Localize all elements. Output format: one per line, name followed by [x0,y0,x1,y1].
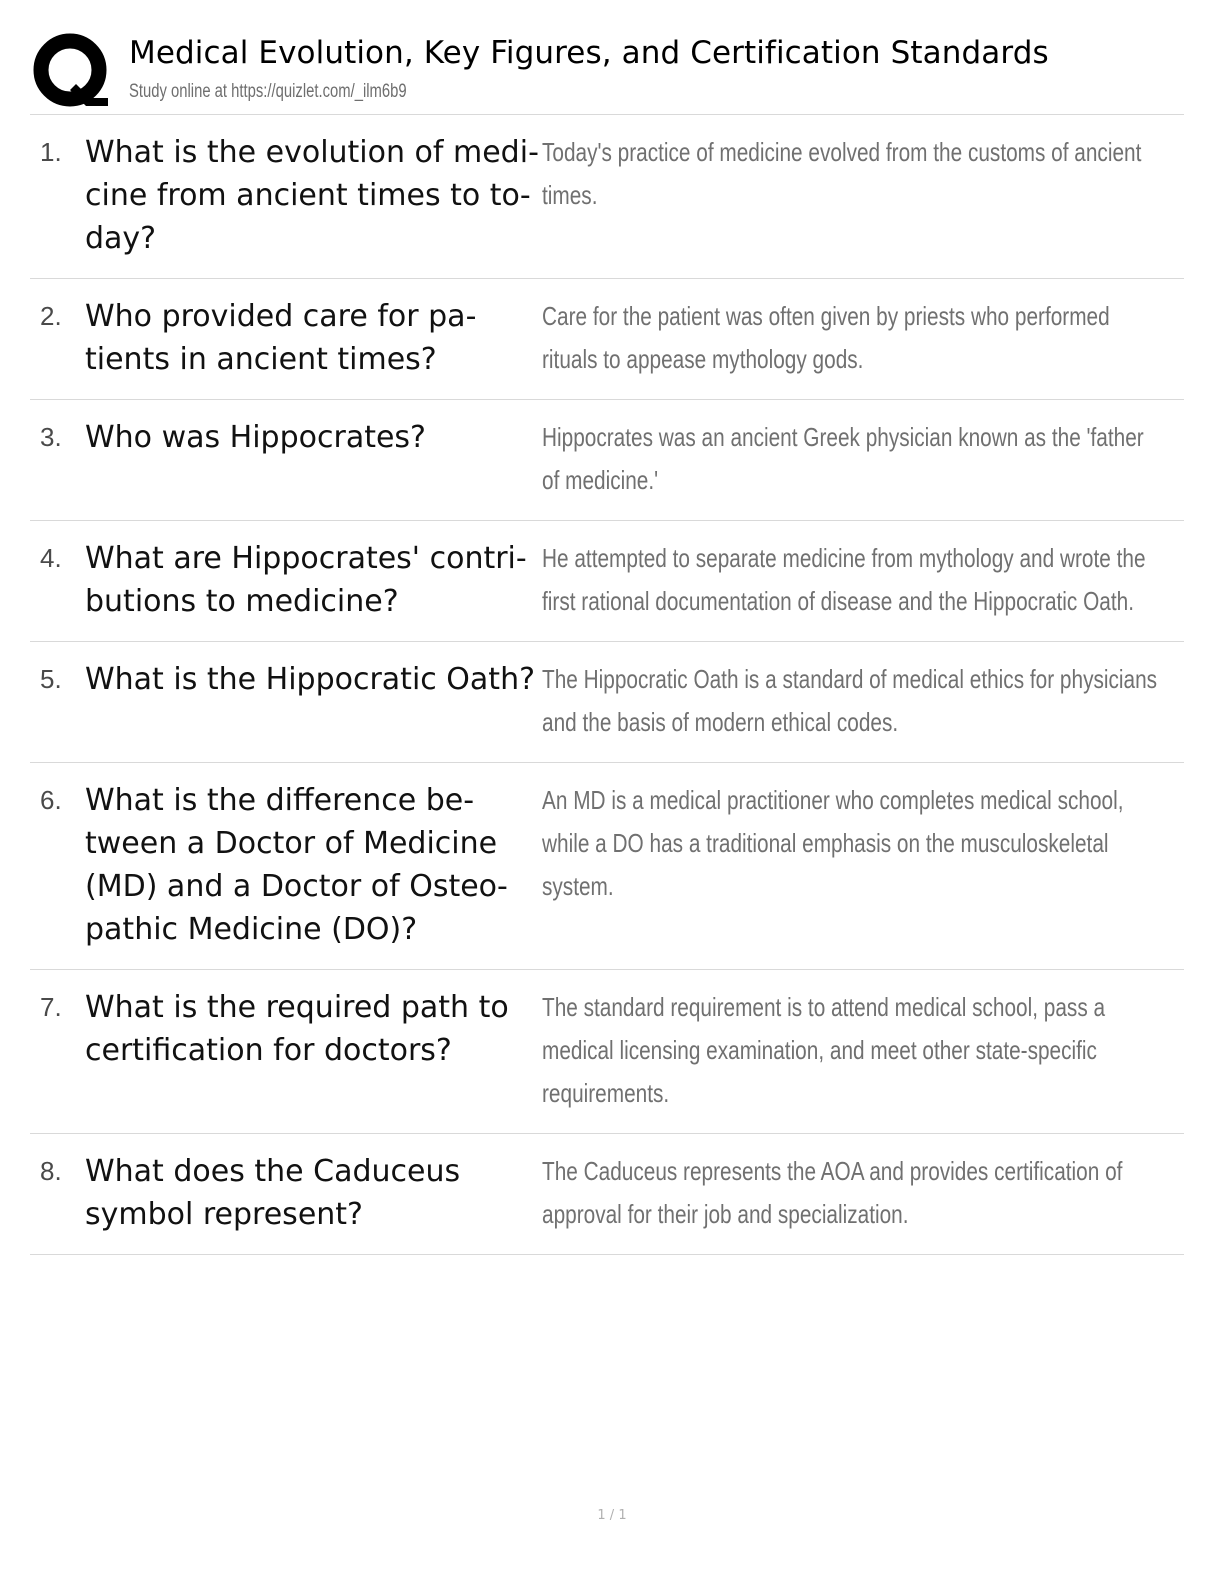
flashcard-row [30,1134,1184,1255]
card-term: Who provided care for patients in ancient times? [85,299,477,377]
card-definition-wrap [542,779,1224,908]
flashcard-row [30,970,1184,1134]
card-definition-wrap [542,295,1224,381]
flashcard-row [30,763,1184,970]
card-definition: Today's practice of medicine evolved from the customs of ancient times. [542,137,1142,210]
card-definition: The Caduceus represents the AOA and provides certification of approval for their job and specialization. [542,1156,1123,1229]
card-term: Who was Hippocrates? [85,420,426,455]
card-definition: The standard requirement is to attend medical school, pass a medical licensing examination, and meet other state-specific requirements. [542,992,1106,1108]
card-term: What is the required path to certification for doctors? [85,990,509,1068]
flashcard-row [30,279,1184,400]
card-definition-wrap [542,416,1224,502]
card-number: 8. [40,1156,62,1186]
card-definition-wrap [542,537,1224,623]
page-title: Medical Evolution, Key Figures, and Certification Standards [129,35,1049,71]
card-term: What are Hippocrates' contributions to medicine? [85,541,527,619]
card-number: 5. [40,664,62,694]
card-number: 2. [40,301,62,331]
card-number: 1. [40,137,62,167]
card-definition: The Hippocratic Oath is a standard of medical ethics for physicians and the basis of modern ethical codes. [542,664,1158,737]
card-definition-wrap [542,131,1224,217]
card-definition: He attempted to separate medicine from mythology and wrote the first rational documentation of disease and the Hippocratic Oath. [542,543,1146,616]
card-definition: Hippocrates was an ancient Greek physician known as the 'father of medicine.' [542,422,1144,495]
card-number: 7. [40,992,62,1022]
card-number: 4. [40,543,62,573]
card-definition: Care for the patient was often given by priests who performed rituals to appease mythology gods. [542,301,1110,374]
flashcard-list [30,115,1184,1255]
card-number: 6. [40,785,62,815]
flashcard-row [30,521,1184,642]
flashcard-row [30,642,1184,763]
card-definition-wrap [542,986,1224,1115]
card-definition-wrap [542,1150,1224,1236]
card-definition-wrap [542,658,1224,744]
card-term: What is the Hippocratic Oath? [85,662,535,697]
page-number: 1 / 1 [597,1508,627,1523]
flashcard-row [30,115,1184,279]
card-term: What is the difference between a Doctor of Medicine (MD) and a Doctor of Osteopathic Medicine (DO)? [85,783,508,947]
study-online-link[interactable]: Study online at https://quizlet.com/_ilm6b9 [129,81,407,102]
card-definition: An MD is a medical practitioner who completes medical school, while a DO has a traditional emphasis on the musculoskeletal system. [542,785,1124,901]
card-term: What is the evolution of medicine from ancient times to today? [85,135,539,256]
quizlet-q-logo-icon [32,32,112,112]
flashcard-row [30,400,1184,521]
card-term: What does the Caduceus symbol represent? [85,1154,461,1232]
card-number: 3. [40,422,62,452]
page-header [30,28,1184,114]
